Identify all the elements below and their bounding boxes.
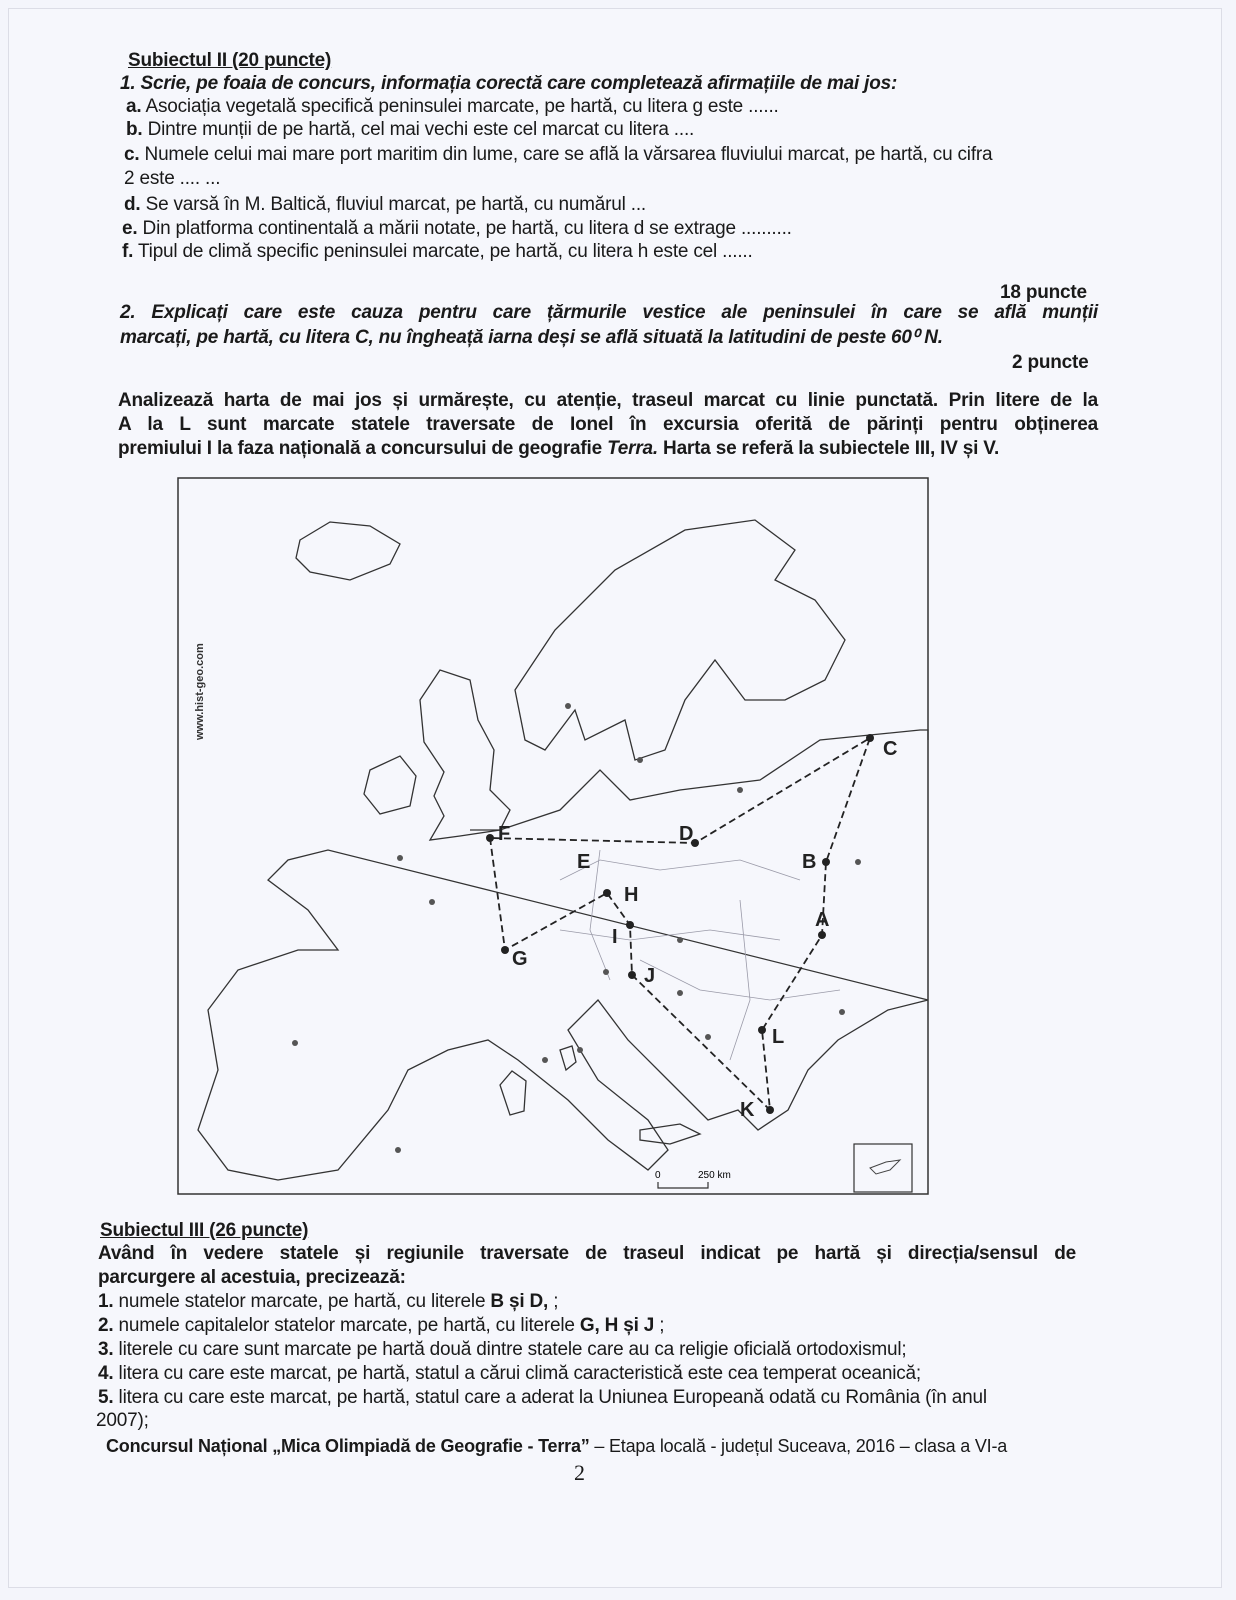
subject3-item-1 (98, 1291, 558, 1313)
map-watermark: www.hist-geo.com (194, 643, 206, 740)
subject3-title: Subiectul III (26 puncte) (100, 1220, 309, 1241)
item-text: Din platforma continentală a mării notate, pe hartă, cu litera d se extrage .......... (142, 218, 792, 239)
great-britain-outline (420, 670, 510, 840)
item-num: 5. (98, 1387, 114, 1408)
item-letter: c. (124, 144, 140, 165)
map-label-l: L (772, 1026, 785, 1048)
map-label-f: F (498, 823, 511, 845)
route-dashed-line (490, 738, 870, 1110)
subject2-q2-line2: marcați, pe hartă, cu litera C, nu îngheață iarna deși se află situată la latitudini de peste 60⁰ N. (120, 327, 943, 348)
item-text: Numele celui mai mare port maritim din lume, care se află la vărsarea fluviului marcat, pe hartă, cu cifra (144, 144, 993, 165)
subject3-item-3 (98, 1339, 906, 1361)
item-text: Dintre munții de pe hartă, cel mai vechi este cel marcat cu litera .... (147, 119, 695, 140)
item-text: numele statelor marcate, pe hartă, cu literele (118, 1291, 491, 1312)
item-num: 2. (98, 1315, 114, 1336)
map-label-d: D (679, 823, 694, 845)
item-text: numele capitalelor statelor marcate, pe hartă, cu literele (118, 1315, 580, 1336)
item-text: Asociația vegetală specifică peninsulei marcate, pe hartă, cu litera g este ...... (145, 96, 779, 117)
borders (560, 850, 840, 1060)
item-num: 1. (98, 1291, 114, 1312)
map-label-h: H (624, 884, 639, 906)
footer-contest: Concursul Național „Mica Olimpiadă de Geografie - Terra” (106, 1436, 590, 1456)
map-label-k: K (740, 1099, 755, 1121)
subject3-item-4 (98, 1363, 921, 1385)
scale-label: 250 km (698, 1170, 731, 1181)
subject2-q2-line1: 2. Explicați care este cauza pentru care țărmurile vestice ale peninsulei în care se află munții (120, 302, 1098, 323)
map-label-j: J (644, 965, 656, 987)
item-tail: ; (654, 1315, 665, 1336)
map-label-g: G (512, 948, 528, 970)
map-label-b: B (802, 851, 817, 873)
subject3-intro1: Având în vedere statele și regiunile traversate de traseul indicat pe hartă și direcția/sensul de (98, 1243, 1076, 1264)
subject3-item-5 (98, 1387, 987, 1409)
map-label-i: I (612, 926, 618, 948)
intro-text-end: Harta se referă la subiectele III, IV și V. (657, 438, 1000, 459)
map-label-c: C (883, 738, 898, 760)
item-text: litera cu care este marcat, pe hartă, statul a cărui climă caracteristică este cea temperat oceanică; (118, 1363, 921, 1384)
iceland-outline (296, 522, 400, 580)
item-bold: G, H și J (579, 1315, 655, 1336)
subject3-item-5-cont: 2007); (96, 1410, 149, 1431)
item-text: Se varsă în M. Baltică, fluviul marcat, pe hartă, cu numărul ... (145, 194, 647, 215)
intro-line1: Analizează harta de mai jos și urmărește, cu atenție, traseul marcat cu linie punctată. Prin litere de la (118, 390, 1098, 411)
page-number: 2 (574, 1460, 585, 1485)
mainland-outline (198, 730, 928, 1180)
cyprus-shape (870, 1160, 900, 1174)
scale-zero: 0 (655, 1170, 661, 1181)
subject2-q1: 1. Scrie, pe foaia de concurs, informația corectă care completează afirmațiile de mai jos: (120, 73, 898, 94)
item-text: Tipul de climă specific peninsulei marcate, pe hartă, cu litera h este cel ...... (137, 241, 753, 262)
item-tail: ; (548, 1291, 559, 1312)
subject3-intro2: parcurgere al acestuia, precizează: (98, 1267, 406, 1288)
item-letter: b. (126, 119, 143, 140)
item-num: 3. (98, 1339, 114, 1360)
map-label-a: A (815, 909, 830, 931)
sicily-outline (640, 1124, 700, 1144)
footer-line (106, 1436, 1007, 1457)
scandinavia-outline (515, 520, 845, 760)
intro-line2: A la L sunt marcate statele traversate de Ionel în excursia oferită de părinți pentru obținerea (118, 414, 1098, 435)
subject2-title: Subiectul II (20 puncte) (128, 50, 332, 71)
ireland-outline (364, 756, 416, 814)
sardinia-outline (500, 1071, 526, 1115)
map-frame (178, 478, 928, 1194)
coastlines (198, 520, 928, 1180)
item-text: literele cu care sunt marcate pe hartă două dintre statele care au ca religie oficială ortodoxismul; (118, 1339, 907, 1360)
subject3-item-2 (98, 1315, 664, 1337)
footer-stage: – Etapa locală - județul Suceava, 2016 – clasa a VI-a (589, 1436, 1008, 1456)
item-letter: d. (124, 194, 141, 215)
cyprus-inset (854, 1144, 912, 1192)
map-label-e: E (577, 851, 591, 873)
q2-points: 2 puncte (1012, 352, 1089, 373)
capital-dots (292, 703, 861, 1153)
q1-points: 18 puncte (1000, 282, 1087, 303)
item-letter: e. (122, 218, 138, 239)
item-num: 4. (98, 1363, 114, 1384)
intro-text: premiului I la faza națională a concursului de geografie (118, 438, 608, 459)
corsica-outline (560, 1046, 576, 1070)
intro-terra: Terra. (607, 438, 658, 459)
item-bold: B și D, (490, 1291, 549, 1312)
item-text: litera cu care este marcat, pe hartă, statul care a aderat la Uniunea Europeană odată cu România (în anul (118, 1387, 987, 1408)
item-letter: f. (122, 241, 134, 262)
item-c-cont: 2 este .... ... (124, 168, 221, 189)
scale-bar (655, 1170, 731, 1188)
item-letter: a. (126, 96, 142, 117)
